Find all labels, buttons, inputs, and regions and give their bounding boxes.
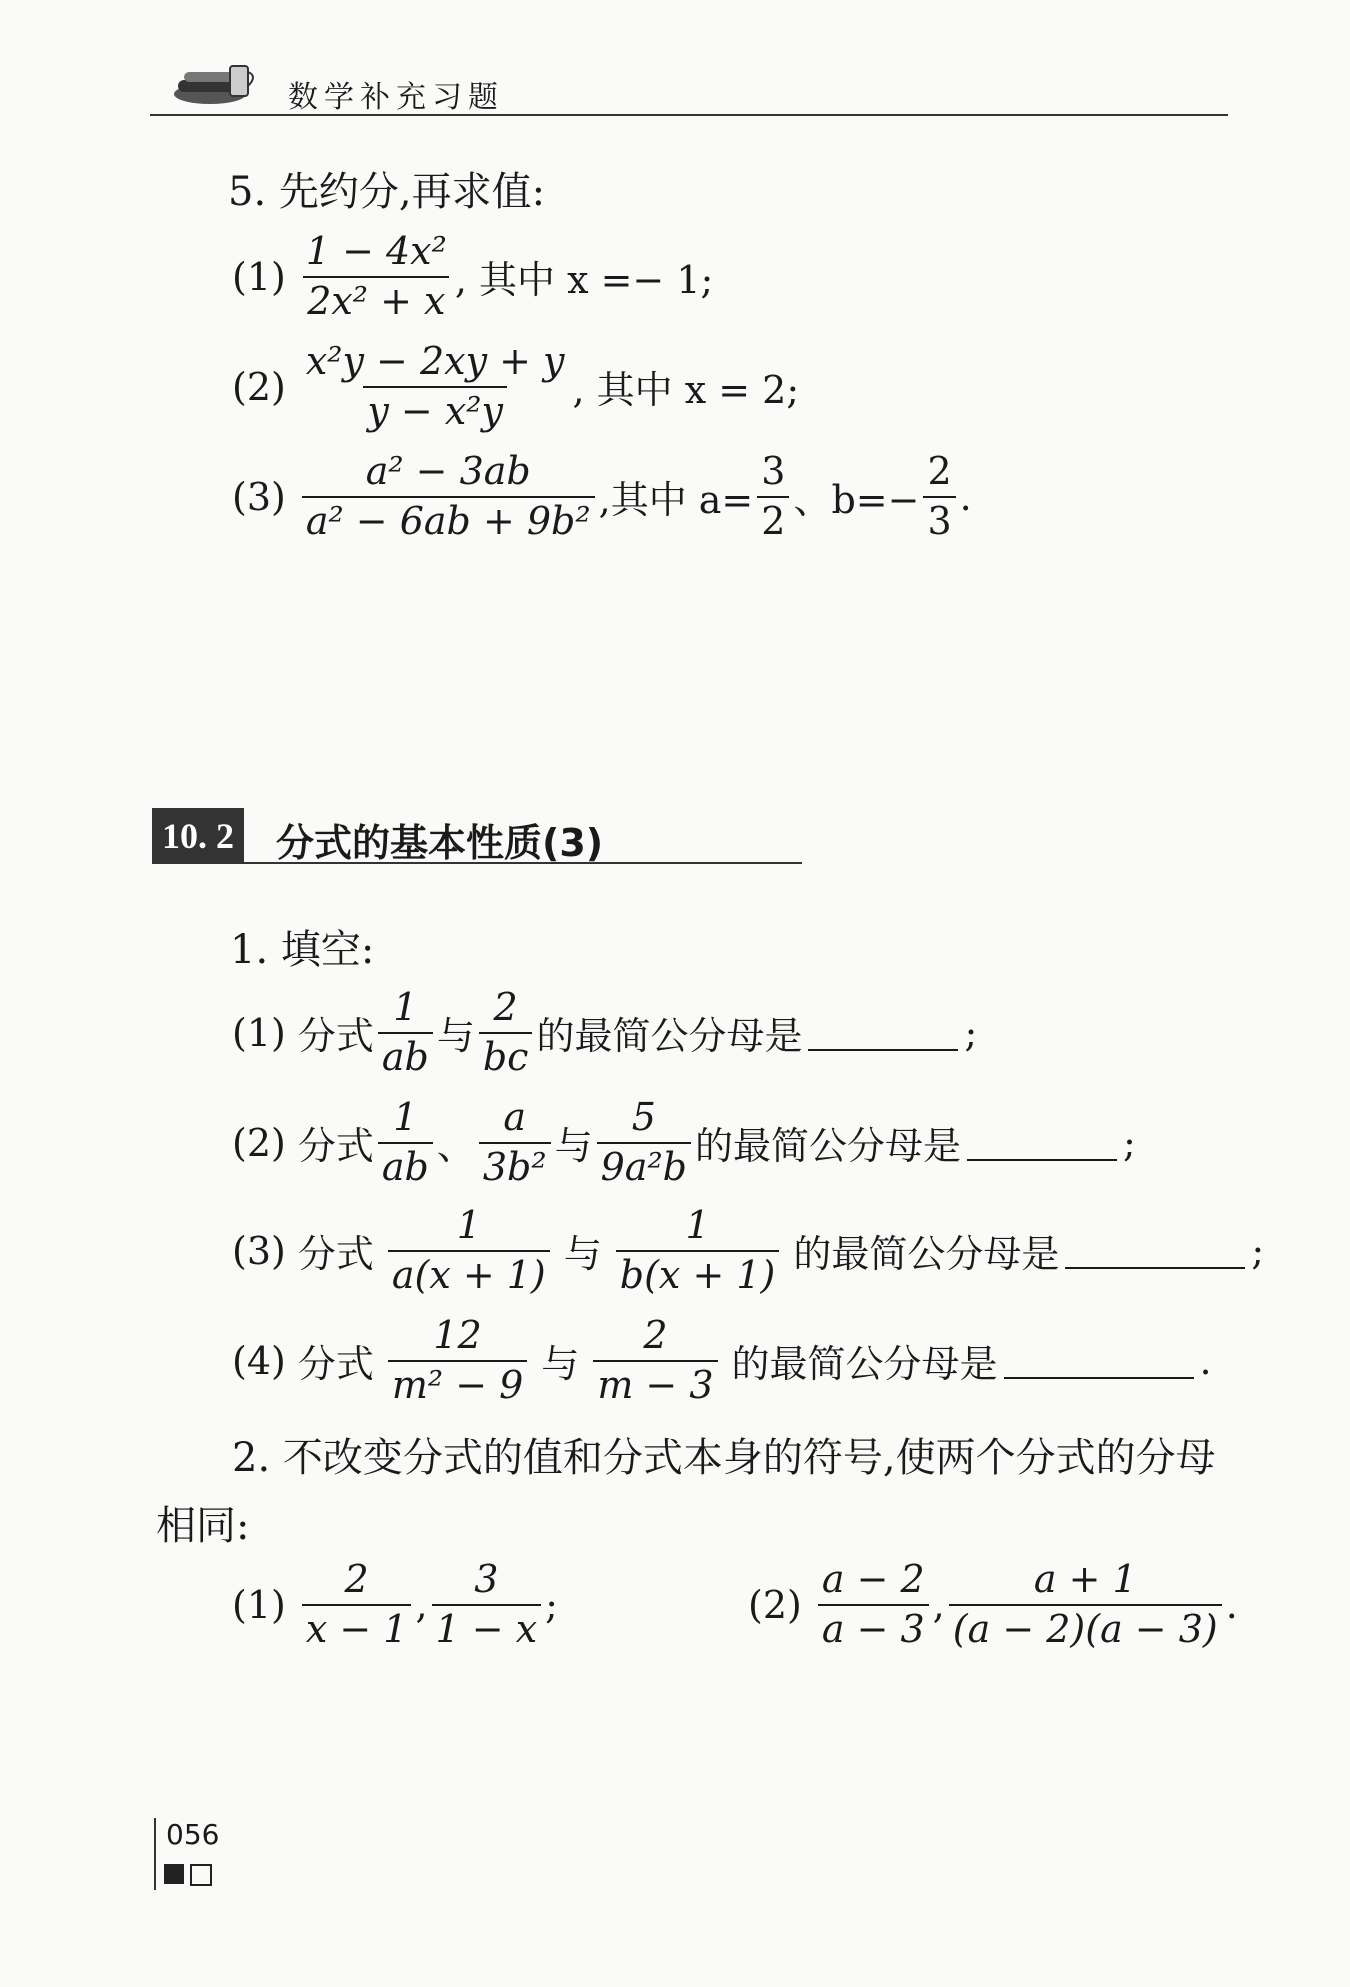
footer-rule (154, 1818, 156, 1890)
problem-1-item-2: (2) 分式 $\frac{1}{ab}$ 、 $\frac{a}{\text{3b²}}$ 与 $\frac{5}{\text{9a²b}}$ 的最简公分母是 ; (232, 1095, 1136, 1189)
section-title: 分式的基本性质(3) (276, 821, 604, 865)
fraction: $\frac{1}{ab}$ (378, 988, 433, 1078)
fraction: $\frac{\text{a² − 3ab}}{\text{a² − 6ab + 9b²}}$ (302, 452, 595, 542)
fraction: $\frac{1}{b(x + 1)}$ (616, 1206, 780, 1296)
problem-2-item-2: (2) $\frac{a - 2}{a - 3}$ , $\frac{a + 1}{(a - 2)(a - 3)}$ . (748, 1557, 1238, 1651)
fraction: $\frac{2}{3}$ (923, 452, 955, 542)
problem-5-item-3: (3) $\frac{\text{a² − 3ab}}{\text{a² − 6ab + 9b²}}$ ,其中 a= $\frac{3}{2}$ 、b=− $\frac{2}{3}$ . (232, 449, 972, 543)
problem-1-title: 1. 填空: (230, 927, 375, 973)
problem-1-item-3: (3) 分式 $\frac{1}{a(x + 1)}$ 与 $\frac{1}{b(x + 1)}$ 的最简公分母是 ; (232, 1203, 1265, 1297)
problem-5-title: 5. 先约分,再求值: (228, 169, 546, 215)
header-rule (150, 114, 1228, 116)
footer-filled-square (164, 1864, 184, 1884)
fraction: $\frac{a + 1}{(a - 2)(a - 3)}$ (949, 1560, 1222, 1650)
problem-1-item-4: (4) 分式 $\frac{12}{\text{m² − 9}}$ 与 $\frac{2}{m - 3}$ 的最简公分母是 . (232, 1313, 1212, 1407)
answer-blank[interactable] (808, 1015, 958, 1051)
header-icon (172, 58, 262, 108)
answer-blank[interactable] (1065, 1233, 1245, 1269)
fraction: $\frac{3}{2}$ (757, 452, 789, 542)
fraction: $\frac{1}{a(x + 1)}$ (388, 1206, 550, 1296)
problem-2-title-line1: 2. 不改变分式的值和分式本身的符号,使两个分式的分母 (232, 1435, 1216, 1481)
fraction: $\frac{5}{\text{9a²b}}$ (597, 1098, 691, 1188)
fraction: $\frac{a}{\text{3b²}}$ (479, 1098, 551, 1188)
page-number: 056 (166, 1818, 220, 1851)
problem-5-item-2: (2) $\frac{\text{x²y − 2xy + y}}{\text{y − x²y}}$ , 其中 x = 2; (232, 339, 800, 433)
problem-2-title-line2: 相同: (156, 1503, 250, 1549)
section-number: 10. 2 (162, 816, 234, 856)
fraction: $\frac{a - 2}{a - 3}$ (818, 1560, 929, 1650)
section-rule (244, 862, 802, 864)
fraction: $\frac{\text{1 − 4x²}}{\text{2x² + x}}$ (302, 232, 451, 322)
fraction: $\frac{\text{x²y − 2xy + y}}{\text{y − x²y}}$ (305, 339, 565, 433)
problem-1-item-1: (1) 分式 $\frac{1}{ab}$ 与 $\frac{2}{bc}$ 的最简公分母是 ; (232, 985, 978, 1079)
fraction: $\frac{2}{m - 3}$ (593, 1316, 717, 1406)
books-and-cup-icon (172, 58, 262, 108)
problem-5-item-1: (1) $\frac{\text{1 − 4x²}}{\text{2x² + x}}$ , 其中 x =− 1; (232, 229, 714, 323)
footer-empty-square (190, 1864, 212, 1886)
answer-blank[interactable] (1004, 1343, 1194, 1379)
fraction: $\frac{1}{ab}$ (378, 1098, 433, 1188)
fraction: $\frac{12}{\text{m² − 9}}$ (388, 1316, 527, 1406)
problem-2-item-1: (1) $\frac{2}{x - 1}$ , $\frac{3}{1 - x}$ ; (232, 1557, 558, 1651)
fraction: $\frac{2}{x - 1}$ (302, 1560, 412, 1650)
answer-blank[interactable] (967, 1125, 1117, 1161)
fraction: $\frac{2}{bc}$ (479, 988, 533, 1078)
section-number-box (152, 808, 244, 864)
header-title: 数学补充习题 (288, 80, 504, 115)
fraction: $\frac{3}{1 - x}$ (432, 1560, 542, 1650)
